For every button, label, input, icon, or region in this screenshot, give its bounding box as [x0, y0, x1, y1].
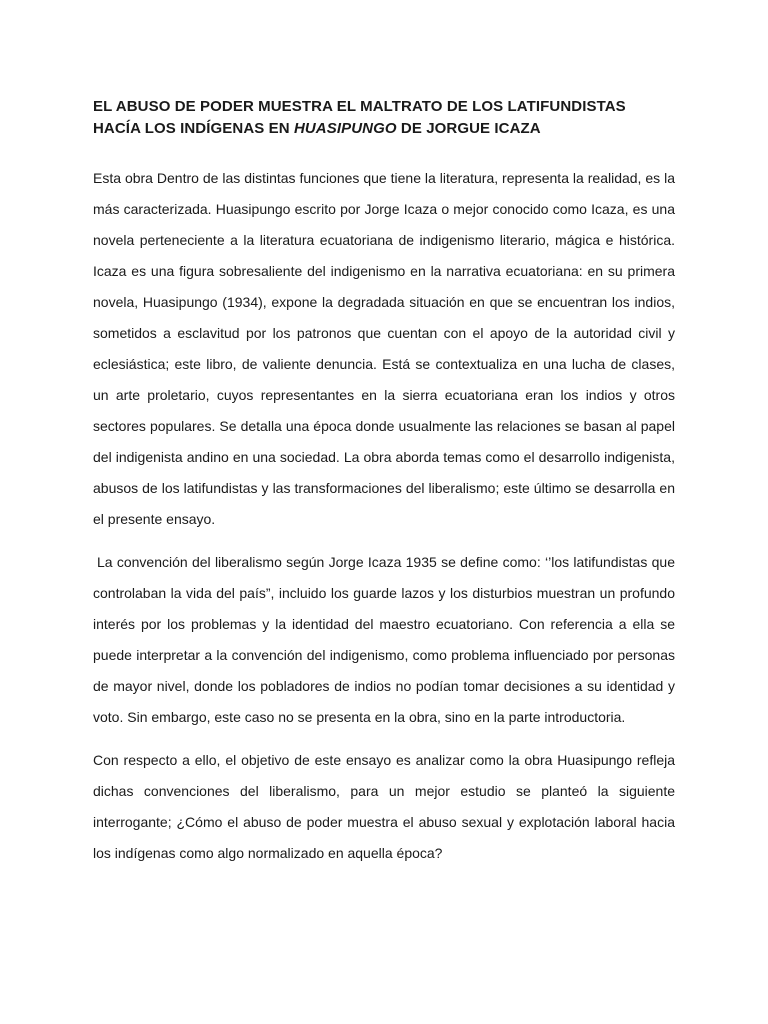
document-page — [93, 96, 675, 881]
paragraph-intro: Esta obra Dentro de las distintas funciones que tiene la literatura, representa la realidad, es la más caracterizada. Huasipungo escrito por Jorge Icaza o mejor conocido como Icaza, es una novela perteneciente a la literatura ecuatoriana de indigenismo literario, mágica e histórica. Icaza es una figura sobresaliente del indigenismo en la narrativa ecuatoriana: en su primera novela, Huasipungo (1934), expone la degradada situación en que se encuentran los indios, sometidos a esclavitud por los patronos que cuentan con el apoyo de la autoridad civil y eclesiástica; este libro, de valiente denuncia. Está se contextualiza en una lucha de clases, un arte proletario, cuyos representantes en la sierra ecuatoriana eran los indios y otros sectores populares. Se detalla una época donde usualmente las relaciones se basan al papel del indigenista andino en una sociedad. La obra aborda temas como el desarrollo indigenista, abusos de los latifundistas y las transformaciones del liberalismo; este último se desarrolla en el presente ensayo. — [93, 170, 675, 527]
paragraph-objective: Con respecto a ello, el objetivo de este ensayo es analizar como la obra Huasipungo refleja dichas convenciones del liberalismo, para un mejor estudio se planteó la siguiente interrogante; ¿Cómo el abuso de poder muestra el abuso sexual y explotación laboral hacia los indígenas como algo normalizado en aquella época? — [93, 752, 675, 861]
title-italic-work-name: HUASIPUNGO — [293, 120, 397, 137]
paragraph-liberalism: La convención del liberalismo según Jorge Icaza 1935 se define como: ‘’los latifundistas que controlaban la vida del país”, incluido los guarde lazos y los disturbios muestran un profundo interés por los problemas y la identidad del maestro ecuatoriano. Con referencia a ella se puede interpretar a la convención del indigenismo, como problema influenciado por personas de mayor nivel, donde los pobladores de indios no podían tomar decisiones a su identidad y voto. Sin embargo, este caso no se presenta en la obra, sino en la parte introductoria. — [93, 554, 675, 725]
document-title — [93, 96, 675, 140]
title-text-part1: EL ABUSO DE PODER MUESTRA EL MALTRATO DE LOS LATIFUNDISTAS HACÍA LOS INDÍGENAS EN — [93, 98, 626, 137]
title-text-part2: DE JORGUE ICAZA — [396, 120, 541, 137]
